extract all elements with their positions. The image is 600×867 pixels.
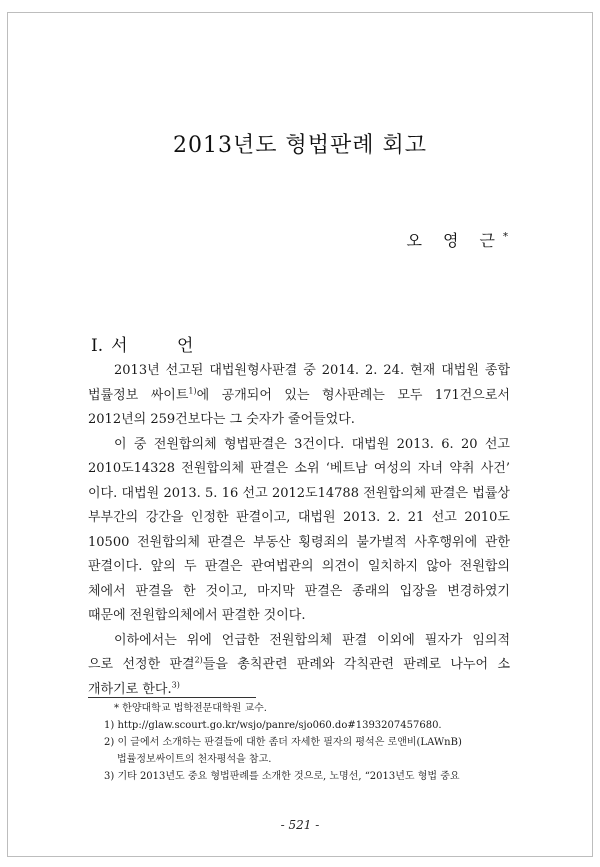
footnote-ref-2: 2) <box>194 655 203 665</box>
footnote-2: 2) 이 글에서 소개하는 판결들에 대한 좀더 자세한 필자의 평석은 로앤비(LAWnB) <box>104 737 462 748</box>
text-line <box>88 678 510 703</box>
footnote-author: * 한양대학교 법학전문대학원 교수. <box>114 703 267 714</box>
text-line <box>88 653 510 678</box>
author-name <box>406 228 508 251</box>
footnote-ref-3: 3) <box>171 680 180 690</box>
paragraph-2 <box>88 433 510 629</box>
article-title: 2013년도 형법판례 회고 <box>173 133 427 158</box>
text-line: 부부간의 강간을 인정한 판결이고, 대법원 2013. 2. 21 선고 2010도 <box>88 510 510 525</box>
text-line <box>88 384 510 409</box>
text-line: 이하에서는 위에 언급한 전원합의체 판결 이외에 필자가 임의적 <box>114 632 510 648</box>
author-name-text: 오 영 근 <box>406 231 503 250</box>
section-number: Ⅰ. <box>91 336 104 356</box>
footnote-divider <box>88 697 256 698</box>
page-number: - 521 - <box>280 818 320 832</box>
text-line: 이 중 전원합의체 형법판결은 3건이다. 대법원 2013. 6. 20 선고 <box>114 436 510 452</box>
footnote-2-continued: 법률정보싸이트의 천자평석을 참고. <box>117 754 272 765</box>
text-span: 에 공개되어 있는 형사판례는 모두 171건으로서 <box>196 387 510 403</box>
text-line: 2012년의 259건보다는 그 숫자가 줄어들었다. <box>88 412 355 427</box>
paragraph-1 <box>88 359 510 433</box>
text-line: 때문에 전원합의체에서 판결한 것이다. <box>88 608 306 623</box>
paragraph-3 <box>88 629 510 703</box>
footnote-1: 1) http://glaw.scourt.go.kr/wsjo/panre/sjo060.do#1393207457680. <box>104 720 442 731</box>
text-span: 개하기로 한다. <box>88 681 172 697</box>
body-text <box>88 359 510 702</box>
text-span: 으로 선정한 판결 <box>88 657 195 672</box>
text-line: 판결이다. 앞의 두 판결은 관여법관의 의견이 일치하지 않아 전원합의 <box>88 559 510 574</box>
text-line: 10500 전원합의체 판결은 부동산 횡령죄의 불가벌적 사후행위에 관한 <box>88 534 510 550</box>
footnote-ref-1: 1) <box>188 386 197 396</box>
section-heading <box>91 331 215 356</box>
footnote-3: 3) 기타 2013년도 중요 형법판례를 소개한 것으로, 노명선, “2013년도 형법 중요 <box>104 771 460 782</box>
text-span: 들을 총칙관련 판례와 각칙관련 판례로 나누어 소 <box>202 657 510 672</box>
author-footnote-mark: * <box>503 231 508 243</box>
text-line: 이다. 대법원 2013. 5. 16 선고 2012도14788 전원합의체 판결은 법률상 <box>88 485 510 501</box>
text-line: 2013년 선고된 대법원형사판결 중 2014. 2. 24. 현재 대법원 종합 <box>114 363 510 378</box>
footnotes <box>104 700 510 785</box>
section-title: 서 언 <box>111 336 216 356</box>
text-line: 2010도14328 전원합의체 판결은 소위 ‘베트남 여성의 자녀 약취 사건’ <box>88 461 510 476</box>
text-line: 체에서 판결을 한 것이고, 마지막 판결은 종래의 입장을 변경하였기 <box>88 583 510 599</box>
text-span: 법률정보 싸이트 <box>88 387 189 403</box>
